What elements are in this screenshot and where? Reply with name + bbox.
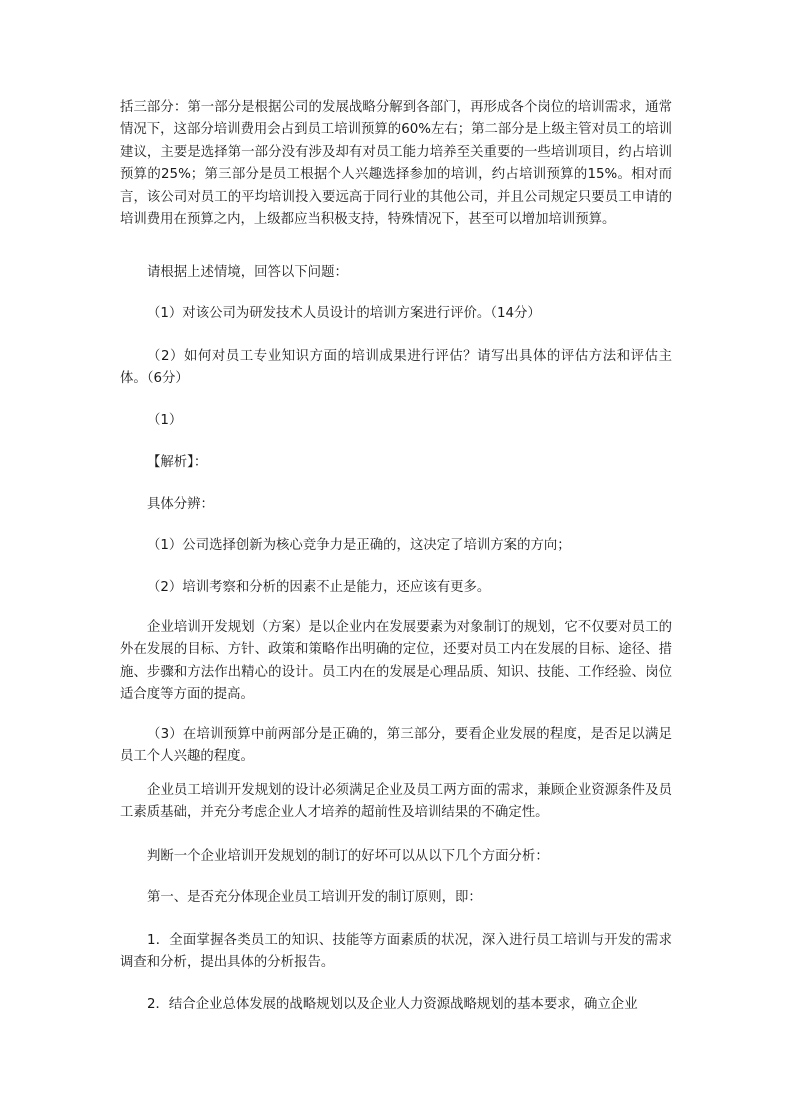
paragraph-analysis-heading: 【解析】：: [147, 455, 208, 470]
paragraph-question-1: （1）对该公司为研发技术人员设计的培训方案进行评价。（14分）: [147, 306, 541, 321]
paragraph-item-2: 2．结合企业总体发展的战略规划以及企业人力资源战略规划的基本要求，确立企业: [147, 997, 638, 1012]
paragraph-item-1: 1．全面掌握各类员工的知识、技能等方面素质的状况，深入进行员工培训与开发的需求调查和分析，提出具体的分析报告。: [120, 933, 672, 971]
paragraph-design-requirements: 企业员工培训开发规划的设计必须满足企业及员工两方面的需求，兼顾企业资源条件及员工素质基础，并充分考虑企业人才培养的超前性及培训结果的不确定性。: [120, 783, 672, 821]
paragraph-question-prompt: 请根据上述情境，回答以下问题：: [147, 265, 348, 280]
paragraph-planning-definition: 企业培训开发规划（方案）是以企业内在发展要素为对象制订的规划，它不仅要对员工的外在发展的目标、方针、政策和策略作出明确的定位，还要对员工内在发展的目标、途径、措施、步骤和方法作出精心的设计。员工内在的发展是心理品质、知识、技能、工作经验、岗位适合度等方面的提高。: [120, 620, 672, 703]
paragraph-point-1: （1）公司选择创新为核心竞争力是正确的，这决定了培训方案的方向；: [147, 538, 571, 553]
paragraph-point-2: （2）培训考察和分析的因素不止是能力，还应该有更多。: [147, 580, 491, 595]
paragraph-first-criterion: 第一、是否充分体现企业员工培训开发的制订原则，即：: [147, 890, 482, 905]
paragraph-budget-intro: 括三部分：第一部分是根据公司的发展战略分解到各部门，再形成各个岗位的培训需求，通常情况下，这部分培训费用会占到员工培训预算的60%左右；第二部分是上级主管对员工的培训建议，主要是选择第一部分没有涉及却有对员工能力培养至关重要的一些培训项目，约占培训预算的25%；第三部分是员工根据个人兴趣选择参加的培训，约占培训预算的15%。相对而言，该公司对员工的平均培训投入要远高于同行业的其他公司，并且公司规定只要员工申请的培训费用在预算之内，上级都应当积极支持，特殊情况下，甚至可以增加培训预算。: [120, 100, 672, 228]
paragraph-point-3: （3）在培训预算中前两部分是正确的，第三部分，要看企业发展的程度，是否足以满足员工个人兴趣的程度。: [120, 727, 672, 765]
paragraph-answer-number: （1）: [147, 413, 183, 428]
paragraph-judgement-criteria: 判断一个企业培训开发规划的制订的好坏可以从以下几个方面分析：: [147, 849, 549, 864]
paragraph-specific-analysis: 具体分辨：: [147, 497, 214, 512]
paragraph-question-2: （2）如何对员工专业知识方面的培训成果进行评估？请写出具体的评估方法和评估主体。（6分）: [120, 349, 672, 387]
